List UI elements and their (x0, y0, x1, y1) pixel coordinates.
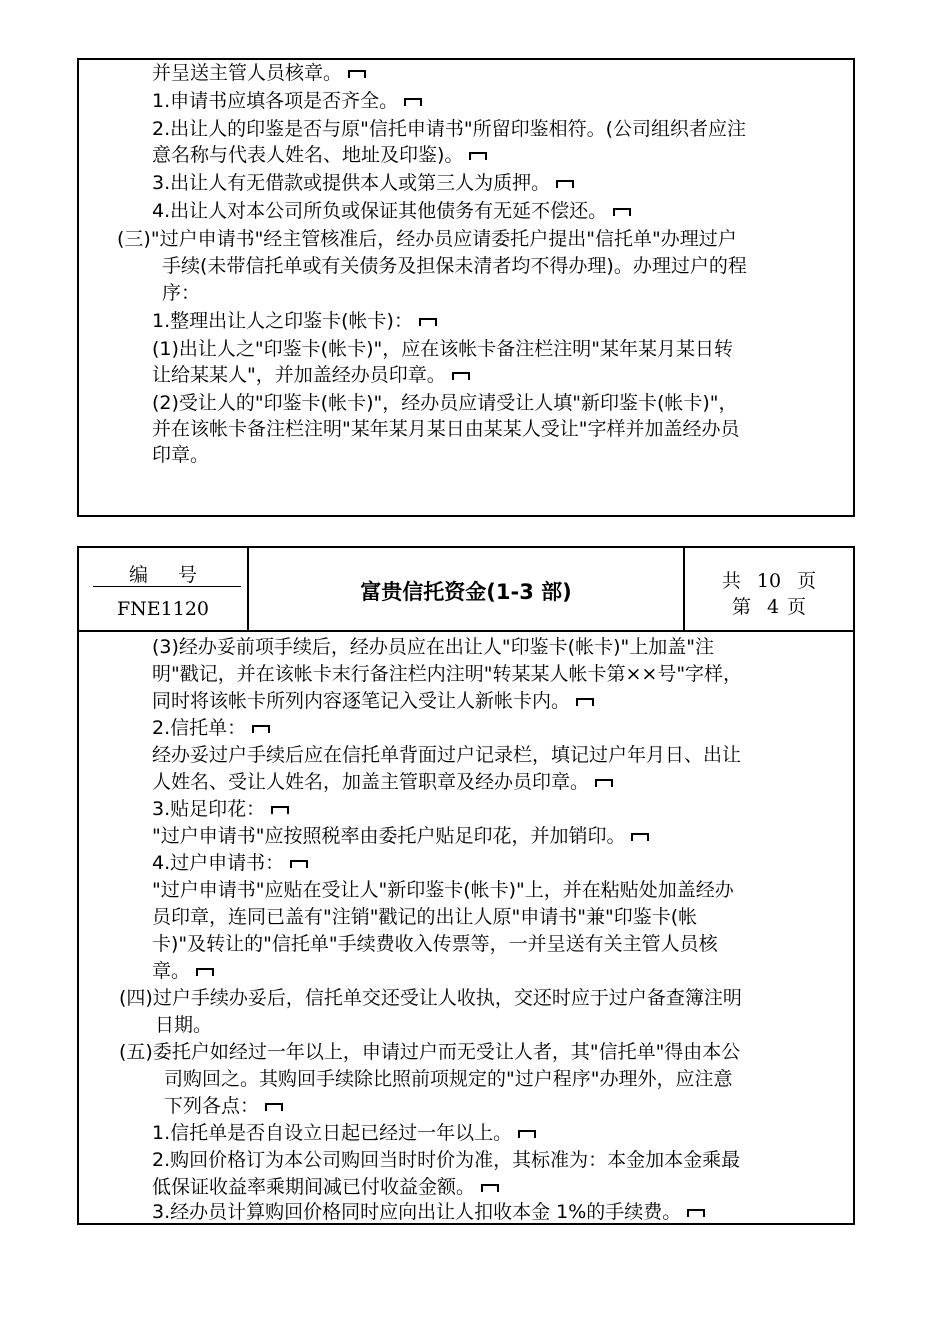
paragraph-mark-icon (481, 1184, 499, 1192)
text-line: 2.购回价格订为本公司购回当时时价为准，其标准为：本金加本金乘最 (152, 1149, 741, 1171)
document-section-top (77, 58, 855, 517)
paragraph-mark-icon (452, 372, 470, 380)
text-line: 下列各点： (164, 1093, 283, 1119)
text-line: (三)"过户申请书"经主管核准后，经办员应请委托户提出"信托单"办理过户 (117, 228, 737, 250)
text-line: 1.整理出让人之印鉴卡(帐卡)： (152, 308, 437, 334)
text-line: "过户申请书"应贴在受让人"新印鉴卡(帐卡)"上，并在粘贴处加盖经办 (152, 879, 734, 901)
text-line: 序： (162, 282, 201, 304)
text-line: 经办妥过户手续后应在信托单背面过户记录栏，填记过户年月日、出让 (152, 744, 742, 766)
total-pages: 共 10 页 (721, 570, 817, 592)
paragraph-mark-icon (271, 806, 289, 814)
title-cell (249, 548, 685, 630)
code-label: 编号 (128, 564, 227, 586)
text-line: 让给某某人"，并加盖经办员印章。 (152, 362, 470, 388)
paragraph-mark-icon (556, 180, 574, 188)
text-line: "过户申请书"应按照税率由委托户贴足印花，并加销印。 (152, 823, 649, 849)
current-page: 第 4 页 (731, 596, 807, 618)
text-line: 印章。 (152, 444, 210, 466)
paragraph-mark-icon (518, 1130, 536, 1138)
paragraph-mark-icon (252, 725, 270, 733)
text-line: 员印章，连同已盖有"注销"戳记的出让人原"申请书"兼"印鉴卡(帐 (152, 906, 698, 928)
text-line: (2)受让人的"印鉴卡(帐卡)"，经办员应请受让人填"新印鉴卡(帐卡)"， (152, 392, 738, 414)
text-line: 2.出让人的印鉴是否与原"信托申请书"所留印鉴相符。(公司组织者应注 (152, 118, 747, 140)
text-line: 同时将该帐卡所列内容逐笔记入受让人新帐卡内。 (152, 688, 594, 714)
text-line: 明"戳记，并在该帐卡末行备注栏内注明"转某某人帐卡第××号"字样， (152, 663, 743, 685)
text-line: 人姓名、受让人姓名，加盖主管职章及经办员印章。 (152, 769, 613, 795)
document-title: 富贵信托资金(1-3 部) (360, 580, 572, 604)
text-line: 4.过户申请书： (152, 850, 308, 876)
text-line: 意名称与代表人姓名、地址及印鉴)。 (152, 142, 487, 168)
document-section-bottom (77, 546, 855, 1225)
text-line: 1.信托单是否自设立日起已经过一年以上。 (152, 1120, 536, 1146)
text-line: 日期。 (155, 1014, 213, 1036)
text-line: 并在该帐卡备注栏注明"某年某月某日由某某人受让"字样并加盖经办员 (152, 418, 740, 440)
text-line: 司购回之。其购回手续除比照前项规定的"过户程序"办理外，应注意 (164, 1068, 733, 1090)
paragraph-mark-icon (576, 698, 594, 706)
text-line: 章。 (152, 958, 214, 984)
text-line: 3.出让人有无借款或提供本人或第三人为质押。 (152, 170, 574, 196)
text-line: 2.信托单： (152, 715, 270, 741)
text-line: 手续(未带信托单或有关债务及担保未清者均不得办理)。办理过户的程 (162, 255, 747, 277)
paragraph-mark-icon (265, 1103, 283, 1111)
text-line: 1.申请书应填各项是否齐全。 (152, 88, 422, 114)
paragraph-mark-icon (613, 208, 631, 216)
paragraph-mark-icon (290, 860, 308, 868)
text-line: 3.经办员计算购回价格同时应向出让人扣收本金 1%的手续费。 (152, 1199, 705, 1225)
text-line: (1)出让人之"印鉴卡(帐卡)"，应在该帐卡备注栏注明"某年某月某日转 (152, 338, 733, 360)
paragraph-mark-icon (469, 152, 487, 160)
text-line: 3.贴足印花： (152, 796, 289, 822)
paragraph-mark-icon (419, 318, 437, 326)
text-line: 并呈送主管人员核章。 (152, 60, 366, 86)
page-count-cell (685, 548, 853, 630)
text-line: (3)经办妥前项手续后，经办员应在出让人"印鉴卡(帐卡)"上加盖"注 (152, 636, 714, 658)
text-line: (四)过户手续办妥后，信托单交还受让人收执，交还时应于过户备查簿注明 (119, 987, 742, 1009)
paragraph-mark-icon (196, 968, 214, 976)
text-line: 低保证收益率乘期间减已付收益金额。 (152, 1174, 499, 1200)
document-code: FNE1120 (116, 598, 210, 620)
divider (93, 586, 241, 587)
document-code-cell (79, 548, 249, 630)
paragraph-mark-icon (404, 98, 422, 106)
paragraph-mark-icon (595, 779, 613, 787)
paragraph-mark-icon (631, 833, 649, 841)
text-line: 4.出让人对本公司所负或保证其他债务有无延不偿还。 (152, 198, 631, 224)
text-line: (五)委托户如经过一年以上，申请过户而无受让人者，其"信托单"得由本公 (119, 1041, 741, 1063)
paragraph-mark-icon (687, 1209, 705, 1217)
text-line: 卡)"及转让的"信托单"手续费收入传票等，一并呈送有关主管人员核 (152, 933, 718, 955)
page-header (79, 548, 853, 632)
paragraph-mark-icon (348, 70, 366, 78)
